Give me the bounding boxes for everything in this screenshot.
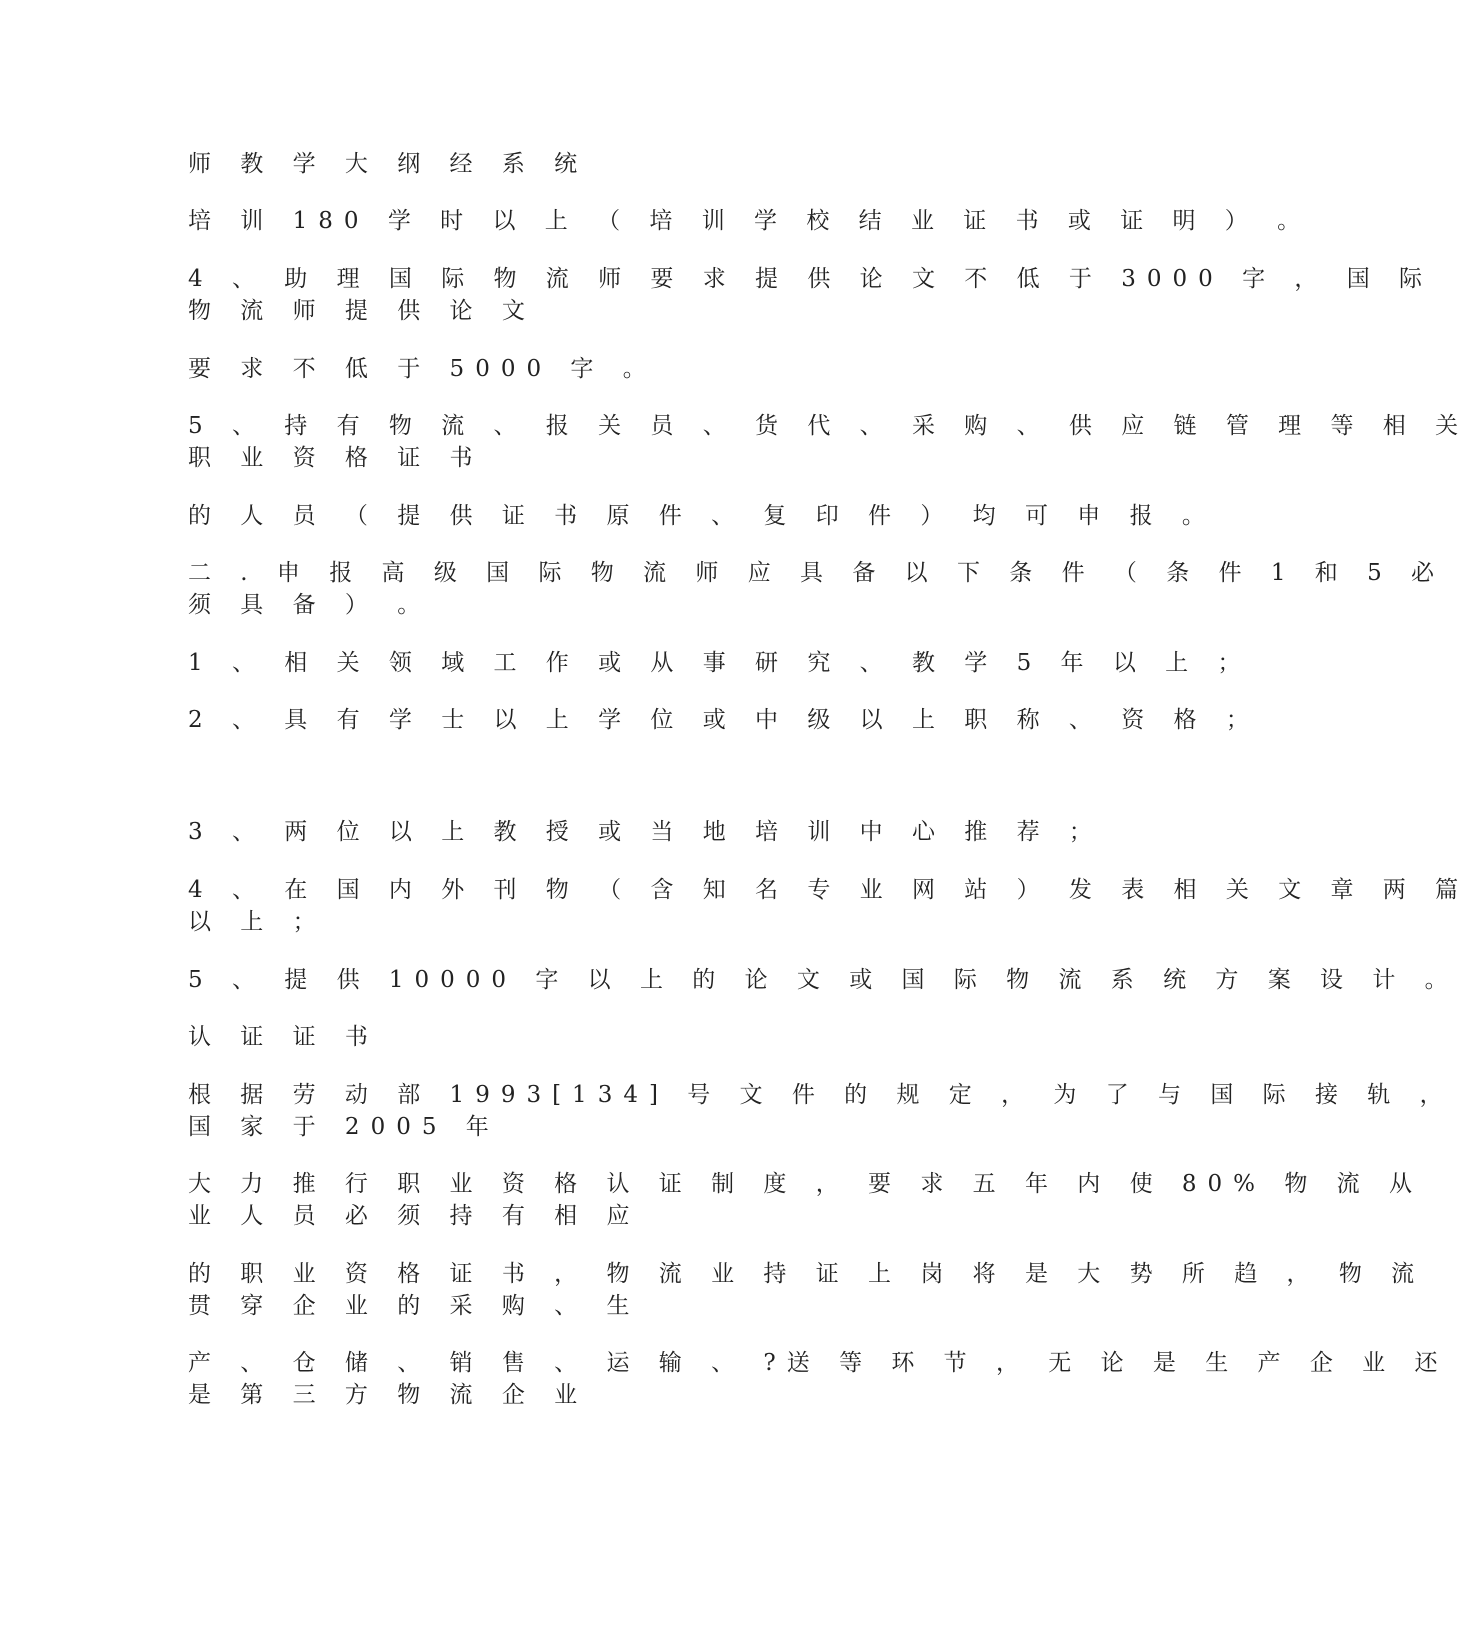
text-line: 产 、 仓 储 、 销 售 、 运 输 、 ?送 等 环 节 ， 无 论 是 生 产 企 业 还 [188,1350,1449,1376]
paragraph [188,816,1118,848]
text-line: 物 流 师 提 供 论 文 [188,298,536,324]
section-heading [188,1021,1118,1053]
text-line: 认 证 证 书 [188,1024,379,1050]
text-line: 培 训 180 学 时 以 上 （ 培 训 学 校 结 业 证 书 或 证 明 ） 。 [188,208,1312,234]
paragraph [188,1258,1426,1322]
text-line: 职 业 资 格 证 书 [188,445,484,471]
text-line: 国 家 于 2005 年 [188,1114,500,1140]
paragraph [188,1168,1423,1232]
text-line: 业 人 员 必 须 持 有 相 应 [188,1203,641,1229]
text-line: 4 、 助 理 国 际 物 流 师 要 求 提 供 论 文 不 低 于 3000 字 ， 国 际 [188,266,1434,292]
paragraph [188,148,1118,180]
paragraph [188,410,1469,474]
paragraph [188,205,1312,237]
paragraph [188,1347,1449,1411]
paragraph [188,500,1216,532]
paragraph [188,353,1118,385]
paragraph [188,263,1434,327]
paragraph [188,704,1260,736]
paragraph [188,964,1459,996]
paragraph [188,647,1252,679]
text-line: 5 、 持 有 物 流 、 报 关 员 、 货 代 、 采 购 、 供 应 链 管 理 等 相 关 [188,413,1469,439]
text-line: 贯 穿 企 业 的 采 购 、 生 [188,1293,641,1319]
text-line: 2 、 具 有 学 士 以 上 学 位 或 中 级 以 上 职 称 、 资 格 ； [188,707,1260,733]
text-line: 是 第 三 方 物 流 企 业 [188,1382,589,1408]
paragraph [188,1079,1454,1143]
text-line: 1 、 相 关 领 域 工 作 或 从 事 研 究 、 教 学 5 年 以 上 ； [188,650,1252,676]
text-line: 根 据 劳 动 部 1993[134] 号 文 件 的 规 定 ， 为 了 与 国 际 接 轨 ， [188,1082,1454,1108]
text-line: 师 教 学 大 纲 经 系 统 [188,151,589,177]
text-line: 5 、 提 供 10000 字 以 上 的 论 文 或 国 际 物 流 系 统 方 案 设 计 。 [188,967,1459,993]
text-line: 二 . 申 报 高 级 国 际 物 流 师 应 具 备 以 下 条 件 （ 条 件 1 和 5 必 [188,560,1446,586]
text-line: 4 、 在 国 内 外 刊 物 （ 含 知 名 专 业 网 站 ） 发 表 相 关 文 章 两 篇 [188,877,1469,903]
paragraph [188,557,1446,621]
text-line: 3 、 两 位 以 上 教 授 或 当 地 培 训 中 心 推 荐 ； [188,819,1103,845]
text-line: 的 人 员 （ 提 供 证 书 原 件 、 复 印 件 ） 均 可 申 报 。 [188,503,1216,529]
paragraph [188,874,1469,938]
text-line: 须 具 备 ） 。 [188,592,432,618]
text-line: 的 职 业 资 格 证 书 ， 物 流 业 持 证 上 岗 将 是 大 势 所 趋 ， 物 流 [188,1261,1426,1287]
text-line: 大 力 推 行 职 业 资 格 认 证 制 度 ， 要 求 五 年 内 使 80% 物 流 从 [188,1171,1423,1197]
text-line: 以 上 ； [188,909,327,935]
text-line: 要 求 不 低 于 5000 字 。 [188,356,657,382]
